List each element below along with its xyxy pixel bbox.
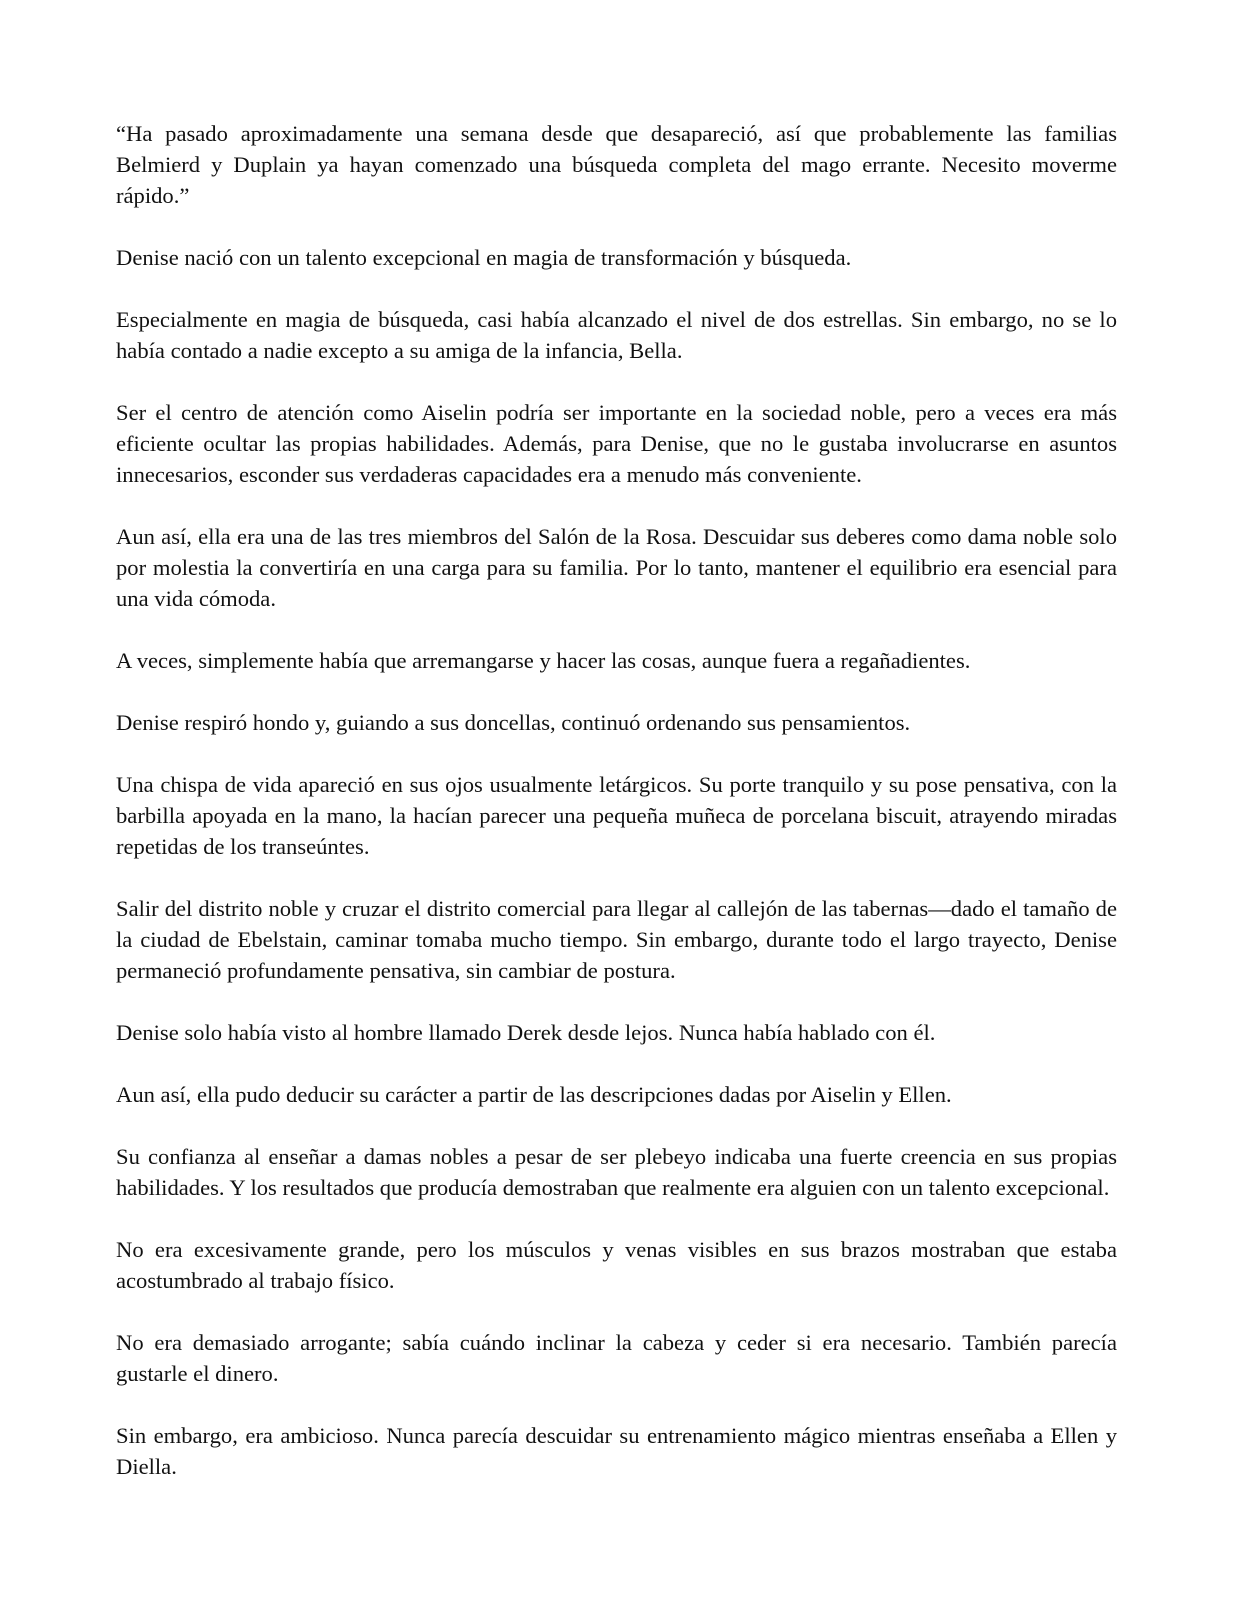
paragraph-14: No era demasiado arrogante; sabía cuándo inclinar la cabeza y ceder si era necesario. También parecía gustarle el dinero. — [116, 1330, 1117, 1386]
paragraph-8: Una chispa de vida apareció en sus ojos usualmente letárgicos. Su porte tranquilo y su pose pensativa, con la barbilla apoyada en la mano, la hacían parecer una pequeña muñeca de porcelana biscuit, atrayendo miradas repetidas de los transeúntes. — [116, 772, 1117, 859]
paragraph-9: Salir del distrito noble y cruzar el distrito comercial para llegar al callejón de las tabernas—dado el tamaño de la ciudad de Ebelstain, caminar tomaba mucho tiempo. Sin embargo, durante todo el largo trayecto, Denise permaneció profundamente pensativa, sin cambiar de postura. — [116, 896, 1117, 983]
paragraph-13: No era excesivamente grande, pero los músculos y venas visibles en sus brazos mostraban que estaba acostumbrado al trabajo físico. — [116, 1237, 1117, 1293]
paragraph-12: Su confianza al enseñar a damas nobles a pesar de ser plebeyo indicaba una fuerte creencia en sus propias habilidades. Y los resultados que producía demostraban que realmente era alguien con un talento excepcional. — [116, 1144, 1117, 1200]
paragraph-15: Sin embargo, era ambicioso. Nunca parecía descuidar su entrenamiento mágico mientras enseñaba a Ellen y Diella. — [116, 1423, 1117, 1479]
paragraph-3: Especialmente en magia de búsqueda, casi había alcanzado el nivel de dos estrellas. Sin embargo, no se lo había contado a nadie excepto a su amiga de la infancia, Bella. — [116, 307, 1117, 363]
paragraph-4: Ser el centro de atención como Aiselin podría ser importante en la sociedad noble, pero a veces era más eficiente ocultar las propias habilidades. Además, para Denise, que no le gustaba involucrarse en asuntos innecesarios, esconder sus verdaderas capacidades era a menudo más conveniente. — [116, 400, 1117, 487]
paragraph-7: Denise respiró hondo y, guiando a sus doncellas, continuó ordenando sus pensamientos. — [116, 710, 911, 735]
paragraph-1: “Ha pasado aproximadamente una semana desde que desapareció, así que probablemente las familias Belmierd y Duplain ya hayan comenzado una búsqueda completa del mago errante. Necesito moverme rápido.” — [116, 121, 1117, 208]
paragraph-5: Aun así, ella era una de las tres miembros del Salón de la Rosa. Descuidar sus deberes como dama noble solo por molestia la convertiría en una carga para su familia. Por lo tanto, mantener el equilibrio era esencial para una vida cómoda. — [116, 524, 1117, 611]
paragraph-6: A veces, simplemente había que arremangarse y hacer las cosas, aunque fuera a regañadientes. — [116, 648, 971, 673]
paragraph-11: Aun así, ella pudo deducir su carácter a partir de las descripciones dadas por Aiselin y Ellen. — [116, 1082, 952, 1107]
paragraph-10: Denise solo había visto al hombre llamado Derek desde lejos. Nunca había hablado con él. — [116, 1020, 936, 1045]
paragraph-2: Denise nació con un talento excepcional en magia de transformación y búsqueda. — [116, 245, 852, 270]
